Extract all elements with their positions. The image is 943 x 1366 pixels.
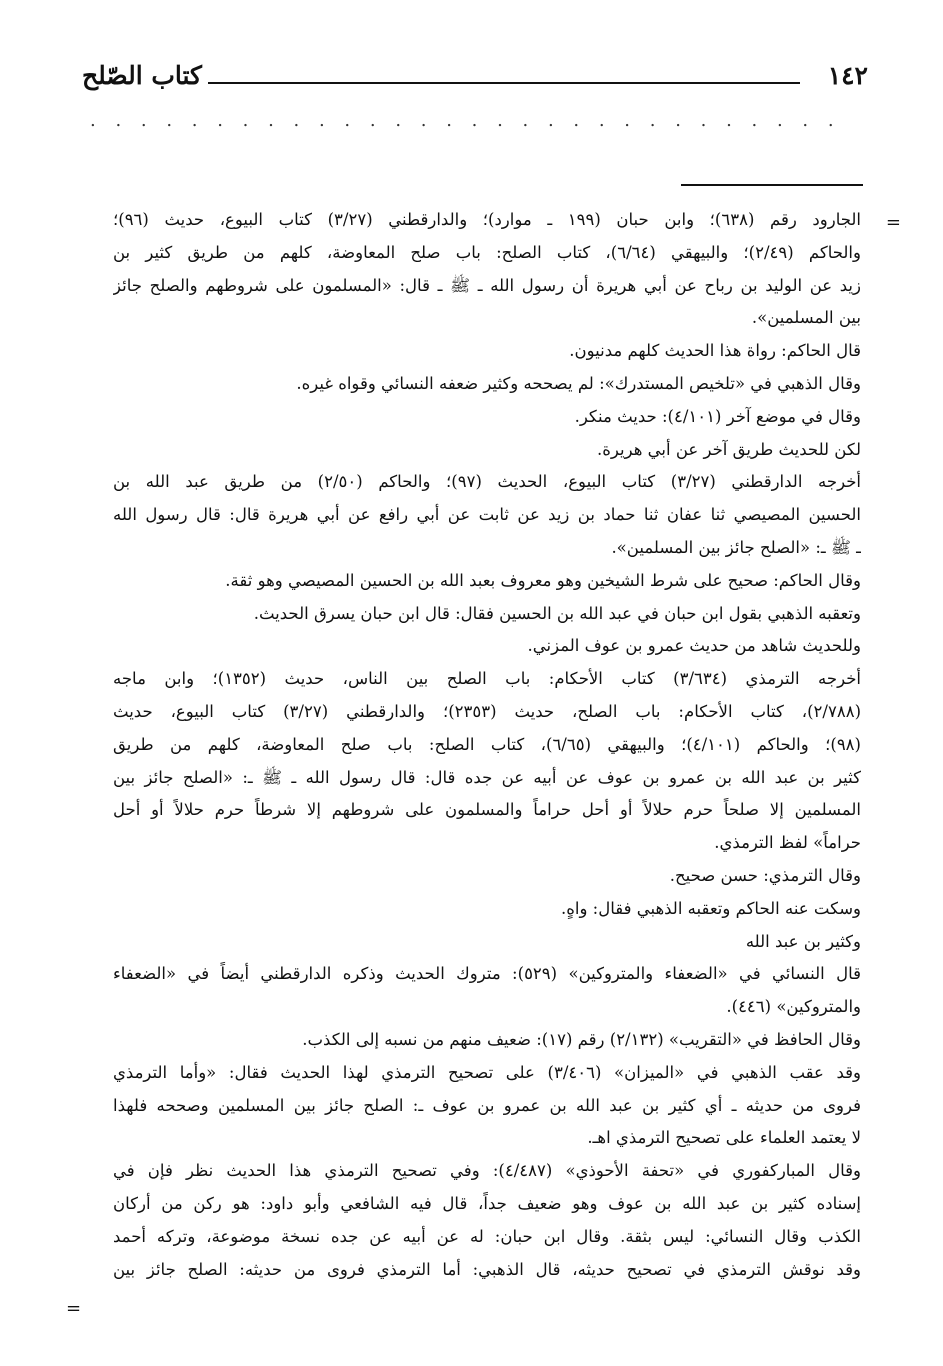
text-line: وتعقبه الذهبي بقول ابن حبان في عبد الله بن الحسين فقال: قال ابن حبان يسرق الحديث.	[253, 603, 861, 623]
page-number: ١٤٢	[827, 61, 868, 90]
text-line: الكذب وقال النسائي: ليس بثقة. وقال ابن حبان: له عن أبيه عن جده نسخة موضوعة، وتركه أحمد	[113, 1226, 861, 1246]
footnote-body	[113, 204, 861, 1286]
text-line: وقال في موضع آخر (٤/١٠١): حديث منكر.	[574, 406, 861, 426]
continuation-mark-bottom: =	[66, 1298, 82, 1319]
text-line: وقد نوقش الترمذي في تصحيح حديثه، قال الذهبي: أما الترمذي فروى من حديثه: الصلح جائز بين	[113, 1259, 861, 1279]
text-line: الجارود رقم (٦٣٨)؛ وابن حبان (١٩٩ ـ موارد)؛ والدارقطني (٣/٢٧) كتاب البيوع، حديث (٩٦)؛	[113, 210, 861, 229]
text-line: قال النسائي في «الضعفاء والمتروكين» (٥٢٩): متروك الحديث وذكره الدارقطني أيضاً في «الضعفاء	[113, 964, 861, 984]
text-line: ـ ﷺ ـ: «الصلح جائز بين المسلمين».	[611, 537, 861, 557]
text-line: والحاكم (٢/٤٩)؛ والبيهقي (٦/٦٤)، كتاب الصلح: باب صلح المعاوضة، كلهم من طريق كثير بن	[113, 242, 861, 262]
text-line: وقد عقب الذهبي في «الميزان» (٣/٤٠٦) على تصحيح الترمذي لهذا الحديث فقال: «وأما الترمذي	[113, 1062, 861, 1082]
text-line: المسلمين إلا صلحاً حرم حلالاً أو أحل حراماً والمسلمون على شروطهم إلا شرطاً حرم حلالاً أو أحل	[113, 800, 861, 820]
text-line: قال الحاكم: رواة هذا الحديث كلهم مدنيون.	[569, 341, 861, 361]
text-line: (٩٨)؛ والحاكم (٤/١٠١)؛ والبيهقي (٦/٦٥)، كتاب الصلح: باب صلح المعاوضة، كلهم من طريق	[113, 734, 861, 754]
text-line: فروى من حديثه ـ أي كثير بن عبد الله بن عمرو بن عوف ـ: الصلح جائز بين المسلمين وصححه فلهذا	[113, 1095, 861, 1115]
text-line: وقال الترمذي: حسن صحيح.	[669, 865, 861, 885]
text-line: كثير بن عبد الله بن عمرو بن عوف عن أبيه عن جده قال: قال رسول الله ـ ﷺ ـ: «الصلح جائز بين	[113, 767, 861, 787]
text-line: وقال الحافظ في «التقريب» (٢/١٣٢) رقم (١٧): ضعيف منهم من نسبه إلى الكذب.	[302, 1029, 861, 1049]
text-line: وللحديث شاهد من حديث عمرو بن عوف المزني.	[527, 636, 861, 656]
text-line: والمتروكين» (٤٤٦).	[726, 997, 861, 1017]
footnote-rule	[681, 184, 863, 186]
text-line: بين المسلمين».	[751, 308, 861, 328]
text-line: أخرجه الترمذي (٣/٦٣٤) كتاب الأحكام: باب الصلح بين الناس، حديث (١٣٥٢)؛ وابن ماجه	[113, 669, 861, 689]
text-line: وقال المباركفوري في «تحفة الأحوذي» (٤/٤٨٧): وفي تصحيح الترمذي هذا الحديث نظر فإن في	[113, 1161, 861, 1181]
running-header	[82, 58, 868, 98]
text-line: إسناده كثير بن عبد الله بن عوف وهو ضعيف جداً، قال فيه الشافعي وأبو داود: هو ركن من أركان	[113, 1193, 861, 1213]
text-line: لكن للحديث طريق آخر عن أبي هريرة.	[597, 439, 861, 459]
separator-dots: . . . . . . . . . . . . . . . . . . . . . . . . . . . . . .	[90, 110, 841, 131]
text-line: وكثير بن عبد الله	[745, 931, 861, 951]
book-title: كتاب الصّلح	[82, 61, 202, 90]
text-line: وسكت عنه الحاكم وتعقبه الذهبي فقال: واهٍ.	[560, 898, 861, 918]
header-rule	[208, 82, 800, 84]
text-line: وقال الحاكم: صحيح على شرط الشيخين وهو معروف بعبد الله بن الحسين المصيصي وهو ثقة.	[225, 570, 861, 590]
text-line: حراماً» لفظ الترمذي.	[714, 833, 861, 853]
text-line: (٢/٧٨٨)، كتاب الأحكام: باب الصلح، حديث (٢٣٥٣)؛ والدارقطني (٣/٢٧) كتاب البيوع، حديث	[113, 701, 861, 721]
text-line: لا يعتمد العلماء على تصحيح الترمذي اهـ.	[587, 1128, 861, 1148]
text-line: أخرجه الدارقطني (٣/٢٧) كتاب البيوع، الحديث (٩٧)؛ والحاكم (٢/٥٠) من طريق عبد الله بن	[113, 472, 861, 492]
continuation-mark-top: =	[885, 212, 901, 233]
text-line: الحسين المصيصي ثنا عفان ثنا حماد بن زيد عن ثابت عن أبي رافع عن أبي هريرة قال: قال رسول الله	[113, 505, 861, 525]
text-line: زيد عن الوليد بن رباح عن أبي هريرة أن رسول الله ـ ﷺ ـ قال: «المسلمون على شروطهم والصلح جائز	[113, 275, 861, 295]
text-line: وقال الذهبي في «تلخيص المستدرك»: لم يصححه وكثير ضعفه النسائي وقواه غيره.	[296, 373, 861, 393]
